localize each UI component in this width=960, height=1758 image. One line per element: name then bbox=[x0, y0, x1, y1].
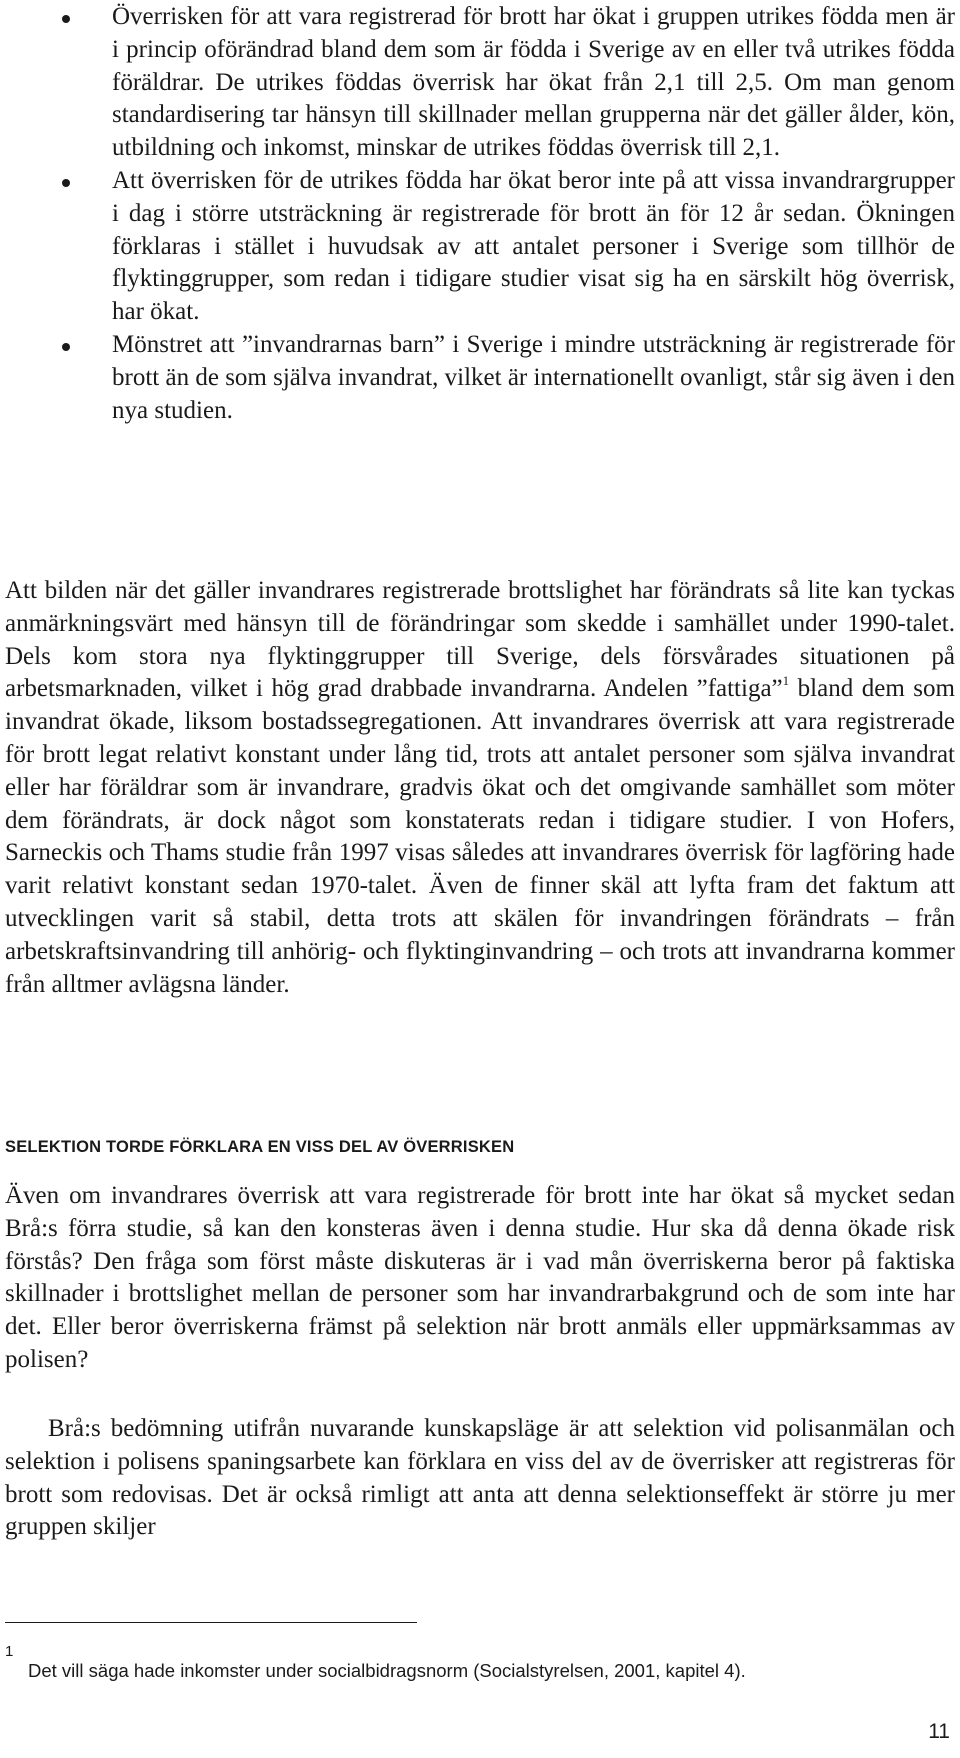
paragraph-text: bland dem som invandrat ökade, liksom bostadssegregationen. Att invandrares överrisk att vara registrerade för brott legat relativt konstant under lång tid, trots att antalet personer som själva invandrat eller har föräldrar som är invandrare, gradvis ökat och det omgivande samhället som möter dem förändrats, är dock något som konstaterats redan i tidigare studier. I von Hofers, Sarneckis och Thams studie från 1997 visas således att invandrares överrisk för lagföring hade varit relativt konstant sedan 1970-talet. Även de finner skäl att lyfta fram det faktum att utvecklingen varit så stabil, detta trots att skälen för invandringen förändrats – från arbetskraftsinvandring till anhörig- och flyktinginvandring – och trots att invandrarna kommer från alltmer avlägsna länder. bbox=[5, 675, 955, 998]
footnote-text: Det vill säga hade inkomster under socialbidragsnorm (Socialstyrelsen, 2001, kapitel 4). bbox=[28, 1660, 746, 1681]
body-paragraph: Även om invandrares överrisk att vara registrerade för brott inte har ökat så mycket sedan Brå:s förra studie, så kan den konsteras även i denna studie. Hur ska då denna ökade risk förstås? Den fråga som först måste diskuteras är i vad mån överriskerna beror på faktiska skillnader i brottslighet mellan de personer som har invandrarbakgrund och de som inte har det. Eller beror överriskerna främst på selektion när brott anmäls eller uppmärksammas av polisen? bbox=[5, 1182, 955, 1373]
bullet-text: Överrisken för att vara registrerad för brott har ökat i gruppen utrikes födda men är i princip oförändrad bland dem som är födda i Sverige av en eller två utrikes födda föräldrar. De utrikes föddas överrisk har ökat från 2,1 till 2,5. Om man genom standardisering tar hänsyn till skillnader mellan grupperna när det gäller ålder, kön, utbildning och inkomst, minskar de utrikes föddas överrisk till 2,1. bbox=[112, 3, 955, 162]
section-heading: SELEKTION TORDE FÖRKLARA EN VISS DEL AV ÖVERRISKEN bbox=[5, 1138, 515, 1156]
bullet-icon bbox=[62, 343, 70, 351]
bullet-item bbox=[0, 165, 955, 329]
body-paragraph: Brå:s bedömning utifrån nuvarande kunskapsläge är att selektion vid polisanmälan och selektion i polisens spaningsarbete kan förklara en viss del av de överrisker att registreras för brott som redovisas. Det är också rimligt att anta att denna selektionseffekt är större ju mer gruppen skiljer bbox=[5, 1415, 955, 1541]
footnote-reference[interactable]: 1 bbox=[782, 673, 790, 689]
page-number: 11 bbox=[928, 1720, 950, 1743]
bullet-item bbox=[0, 1, 955, 165]
paragraph-text: Att bilden när det gäller invandrares registrerade brottslighet har förändrats så lite kan tyckas anmärkningsvärt med hänsyn till de förändringar som skedde i samhället under 1990-talet. Dels kom stora nya flyktinggrupper till Sverige, dels försvårades situationen på arbetsmarknaden, vilket i hög grad drabbade invandrarna. Andelen ”fattiga” bbox=[5, 577, 955, 703]
body-paragraph bbox=[5, 575, 955, 1001]
bullet-icon bbox=[62, 179, 70, 187]
bullet-text: Att överrisken för de utrikes födda har ökat beror inte på att vissa invandrargrupper i dag i större utsträckning är registrerade för brott än för 12 år sedan. Ökningen förklaras i stället i huvudsak av att antalet personer i Sverige som tillhör de flyktinggrupper, som redan i tidigare studier visat sig ha en särskilt hög överrisk, har ökat. bbox=[112, 166, 955, 326]
bullet-icon bbox=[62, 15, 70, 23]
footnote-divider bbox=[5, 1622, 417, 1623]
bullet-list bbox=[0, 1, 955, 427]
bullet-text: Mönstret att ”invandrarnas barn” i Sverige i mindre utsträckning är registrerade för brott än de som själva invandrat, vilket är internationellt ovanligt, står sig även i den nya studien. bbox=[112, 330, 955, 424]
footnote-number: 1 bbox=[5, 1643, 14, 1660]
bullet-item bbox=[0, 329, 955, 427]
